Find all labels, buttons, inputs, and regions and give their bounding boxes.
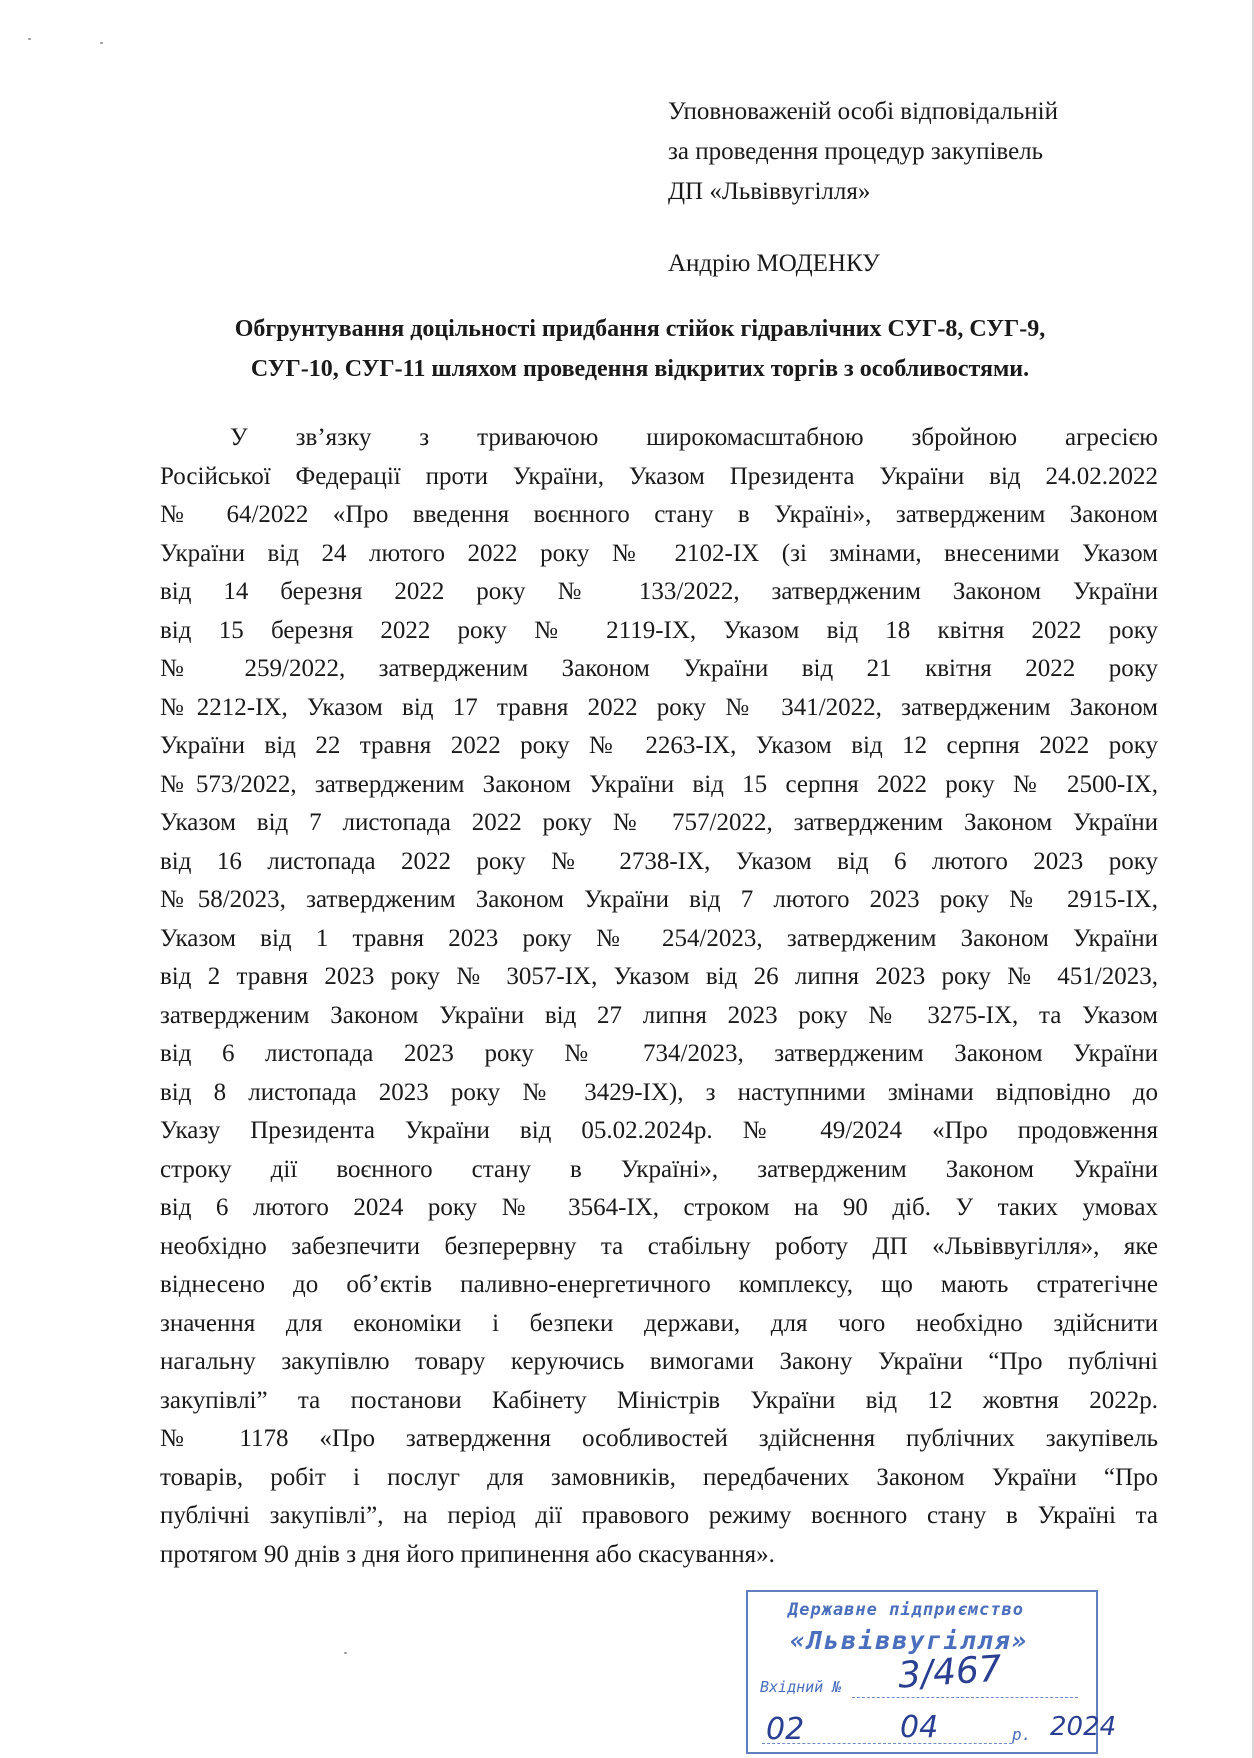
body-line: від 6 лютого 2024 року № 3564-IX, строком на 90 діб. У таких умовах xyxy=(160,1194,1158,1221)
scan-speck xyxy=(344,1652,347,1654)
addressee-line: за проведення процедур закупівель xyxy=(668,138,1044,165)
body-line: від 16 листопада 2022 року № 2738-IX, Указом від 6 лютого 2023 року xyxy=(160,847,1158,875)
body-line: від 6 листопада 2023 року № 734/2023, затвердженим Законом України xyxy=(160,1040,1158,1067)
body-line: від 2 травня 2023 року № 3057-IX, Указом від 26 липня 2023 року № 451/2023, xyxy=(160,963,1158,990)
handwritten-month: 04 xyxy=(900,1710,939,1745)
scan-speck xyxy=(28,38,31,40)
body-line: №2212-IX, Указом від 17 травня 2022 року № 341/2022, затвердженим Законом xyxy=(160,693,1158,721)
addressee-line: Уповноваженій особі відповідальній xyxy=(668,98,1058,125)
body-line: №573/2022, затвердженим Законом України від 15 серпня 2022 року № 2500-IX, xyxy=(160,770,1158,798)
handwritten-incoming-number: 3/467 xyxy=(896,1648,1004,1697)
body-line: від 15 березня 2022 року № 2119-IX, Указом від 18 квітня 2022 року xyxy=(160,616,1158,644)
body-line: Російської Федерації проти України, Указом Президента України від 24.02.2022 xyxy=(160,462,1158,490)
body-line: Указу Президента України від 05.02.2024р. № 49/2024 «Про продовження xyxy=(160,1117,1158,1144)
body-line: №58/2023, затвердженим Законом України від 7 лютого 2023 року № 2915-IX, xyxy=(160,886,1158,913)
body-line: публічні закупівлі”, на період дії правового режиму воєнного стану в Україні та xyxy=(160,1502,1158,1529)
title-line: СУГ-10, СУГ-11 шляхом проведення відкритих торгів з особливостями. xyxy=(250,356,1030,382)
body-line: значення для економіки і безпеки держави, для чого необхідно здійснити xyxy=(160,1309,1158,1337)
body-line: України від 24 лютого 2022 року № 2102-IX (зі змінами, внесеними Указом xyxy=(160,539,1158,567)
body-line: необхідно забезпечити безперервну та стабільну роботу ДП «Львіввугілля», яке xyxy=(160,1232,1158,1260)
stamp-number-line xyxy=(852,1696,1078,1698)
body-line: віднесено до об’єктів паливно-енергетичного комплексу, що мають стратегічне xyxy=(160,1271,1158,1298)
body-line: № 259/2022, затвердженим Законом України від 21 квітня 2022 року xyxy=(160,655,1158,682)
stamp-organization-name: «Львіввугілля» xyxy=(790,1626,1029,1655)
scan-speck xyxy=(100,42,103,44)
stamp-incoming-label: Вхідний № xyxy=(760,1678,842,1696)
body-line: № 64/2022 «Про введення воєнного стану в Україні», затвердженим Законом xyxy=(160,501,1158,528)
body-line: затвердженим Законом України від 27 липня 2023 року № 3275-IX, та Указом xyxy=(160,1001,1158,1029)
stamp-organization-type: Державне підприємство xyxy=(788,1600,1024,1620)
body-paragraph xyxy=(160,419,1158,1574)
body-line: Указом від 7 листопада 2022 року № 757/2022, затвердженим Законом України xyxy=(160,809,1158,836)
body-line: нагальну закупівлю товару керуючись вимогами Закону України “Про публічні xyxy=(160,1348,1158,1375)
body-line: протягом 90 днів з дня його припинення або скасування». xyxy=(160,1540,775,1568)
body-line: закупівлі” та постанови Кабінету Міністрів України від 12 жовтня 2022р. xyxy=(160,1386,1158,1414)
body-line: товарів, робіт і послуг для замовників, передбачених Законом України “Про xyxy=(160,1463,1158,1491)
body-line: № 1178 «Про затвердження особливостей здійснення публічних закупівель xyxy=(160,1425,1158,1452)
body-line: від 8 листопада 2023 року № 3429-IX), з наступними змінами відповідно до xyxy=(160,1078,1158,1106)
addressee-block xyxy=(668,92,1058,212)
recipient-name: Андрію МОДЕНКУ xyxy=(668,250,880,277)
body-line: України від 22 травня 2022 року № 2263-IX, Указом від 12 серпня 2022 року xyxy=(160,732,1158,759)
stamp-year-suffix: р. xyxy=(1012,1725,1032,1744)
body-line: Указом від 1 травня 2023 року № 254/2023, затвердженим Законом України xyxy=(160,924,1158,952)
handwritten-day: 02 xyxy=(766,1712,805,1747)
document-title xyxy=(150,309,1130,389)
registration-stamp xyxy=(746,1590,1117,1754)
body-line: від 14 березня 2022 року № 133/2022, затвердженим Законом України xyxy=(160,578,1158,605)
title-line: Обгрунтування доцільності придбання стійок гідравлічних СУГ-8, СУГ-9, xyxy=(234,316,1046,342)
body-line: строку дії воєнного стану в Україні», затвердженим Законом України xyxy=(160,1155,1158,1183)
handwritten-year: 2024 xyxy=(1050,1712,1117,1742)
addressee-line: ДП «Львіввугілля» xyxy=(668,178,871,205)
body-line: У зв’язку з триваючою широкомасштабною збройною агресією xyxy=(230,424,1158,451)
